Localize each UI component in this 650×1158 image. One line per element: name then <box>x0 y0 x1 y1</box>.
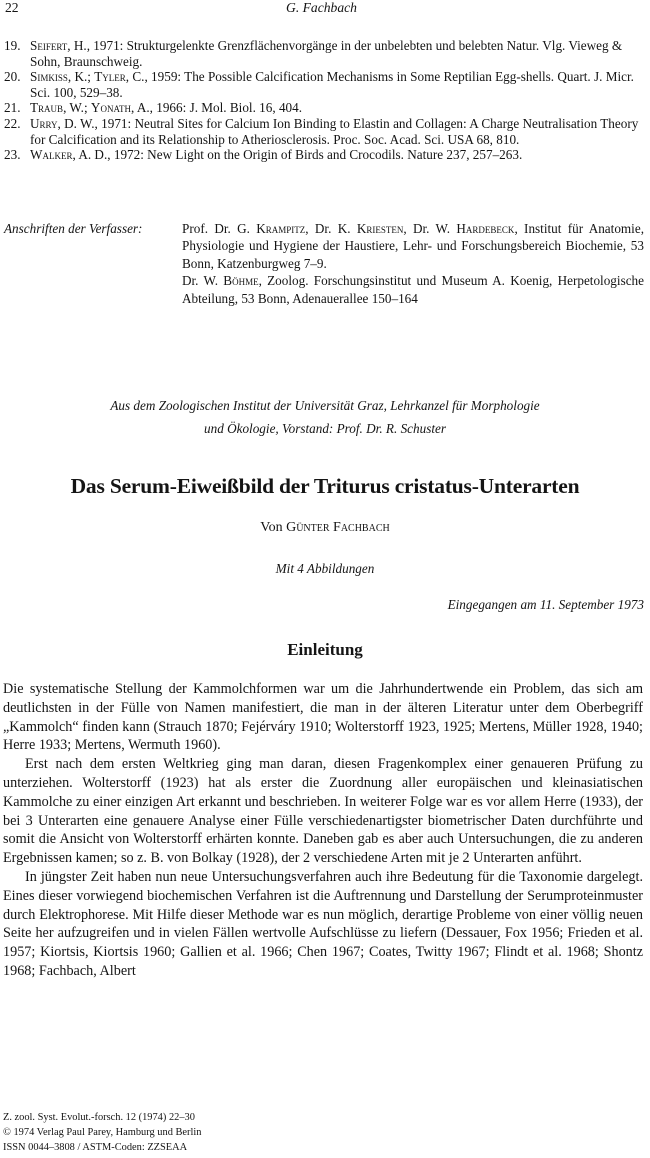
page-header <box>5 0 638 22</box>
page-number: 22 <box>5 0 19 15</box>
section-heading: Einleitung <box>287 640 363 659</box>
reference-author: Urry <box>30 115 58 131</box>
reference-author: Traub <box>30 100 64 116</box>
addresses-label: Anschriften der Verfasser: <box>4 221 143 236</box>
received-date: Eingegangen am 11. September 1973 <box>447 597 644 612</box>
body-text <box>3 680 643 981</box>
reference-list <box>4 38 644 163</box>
figures-note: Mit 4 Abbildungen <box>275 561 375 576</box>
paragraph: In jüngster Zeit haben nun neue Untersuchungsverfahren auch ihre Bedeutung für die Taxonomie dargelegt. Eines dieser vorwiegend biochemischen Verfahren ist die Auftrennung und Darstellung der Serumproteinmuster durch Elektrophorese. Mit Hilfe dieser Methode war es nun möglich, derartige Probleme von einer völlig neuen Seite her aufzugreifen und in vielen Fällen wertvolle Aufschlüsse zu liefern (Dessauer, Fox 1956; Frieden et al. 1957; Kiortsis, Kiortsis 1960; Gallien et al. 1966; Chen 1967; Coates, Twitty 1967; Flindt et al. 1968; Shontz 1968; Fachbach, Albert <box>3 868 643 979</box>
reference-item: 21. Traub, W.; Yonath, A., 1966: J. Mol. Biol. 16, 404. <box>4 100 303 116</box>
reference-author: Simkiss <box>30 69 68 85</box>
institute-affiliation: Aus dem Zoologischen Institut der Universität Graz, Lehrkanzel für Morphologie und Ökologie, Vorstand: Prof. Dr. R. Schuster <box>110 398 540 436</box>
paragraph: Die systematische Stellung der Kammolchformen war um die Jahrhundertwende ein Problem, das sich am deutlichsten in der Fülle von Namen manifestiert, die man in der älteren Literatur unter dem Oberbegriff „Kammolch“ finden kann (Strauch 1870; Fejérváry 1910; Wolterstorff 1923, 1925; Mertens, Müller 1928, 1940; Herre 1933; Mertens, Wermuth 1960). <box>3 681 643 754</box>
reference-item: 19. Seifert, H., 1971: Strukturgelenkte Grenzflächenvorgänge in der unbelebten und belebten Natur. Vlg. Vieweg & Sohn, Braunschweig. <box>4 38 623 69</box>
article-title: Das Serum-Eiweißbild der Triturus cristatus-Unterarten <box>70 474 580 498</box>
article-author: Von Günter Fachbach <box>260 520 390 535</box>
reference-item: 22. Urry, D. W., 1971: Neutral Sites for Calcium Ion Binding to Elastin and Collagen: A Charge Neutralisation Theory for Calcification and its Relationship to Atheriosclerosis. Proc. Soc. Acad. Sci. USA 68, 810. <box>4 115 639 147</box>
journal-footer: Z. zool. Syst. Evolut.-forsch. 12 (1974) 22–30 © 1974 Verlag Paul Parey, Hamburg und Berlin ISSN 0044–3808 / ASTM-Coden: ZZSEAA <box>3 1112 202 1153</box>
reference-author: Yonath <box>90 100 131 116</box>
reference-author: Seifert <box>30 38 68 53</box>
reference-item: 20. Simkiss, K.; Tyler, C., 1959: The Possible Calcification Mechanisms in Some Reptilian Egg-shells. Quart. J. Micr. Sci. 100, 529–38. <box>4 69 634 100</box>
reference-item: 23. Walker, A. D., 1972: New Light on the Origin of Birds and Crocodils. Nature 237, 257–263. <box>4 147 523 163</box>
author-addresses <box>4 220 644 307</box>
paragraph: Erst nach dem ersten Weltkrieg ging man daran, diesen Fragenkomplex einer genaueren Prüfung zu unterziehen. Wolterstorff (1923) hat als erster die Zuordnung aller europäischen und kleinasiatischen Kammolche zu einer einzigen Art erkannt und beschrieben. In weiterer Folge war es vor allem Herre (1933), der bei 3 Unterarten eine genauere Analyse einer Fülle verschiedenartigster biometrischer Daten durchführte und somit die Ansicht von Wolterstorff erhärten konnte. Daneben gab es aber auch Untersuchungen, die zu anderen Ergebnissen kamen; so z. B. von Bolkay (1928), der 2 verschiedene Arten mit je 2 Unterarten anführt. <box>3 756 643 867</box>
reference-author: Tyler <box>94 69 126 85</box>
reference-author: Walker <box>30 147 73 163</box>
running-head: G. Fachbach <box>286 0 357 15</box>
addresses-body: Prof. Dr. G. Krampitz, Dr. K. Kriesten, Dr. W. Hardebeck, Institut für Anatomie, Physiologie und Hygiene der Haustiere, Lehr- und Forschungsbereich Biochemie, 53 Bonn, Katzenburgweg 7–9. Dr. W. Böhme, Zoolog. Forschungsinstitut und Museum A. Koenig, Herpetologische Abteilung, 53 Bonn, Adenauerallee 150–164 <box>182 221 644 306</box>
